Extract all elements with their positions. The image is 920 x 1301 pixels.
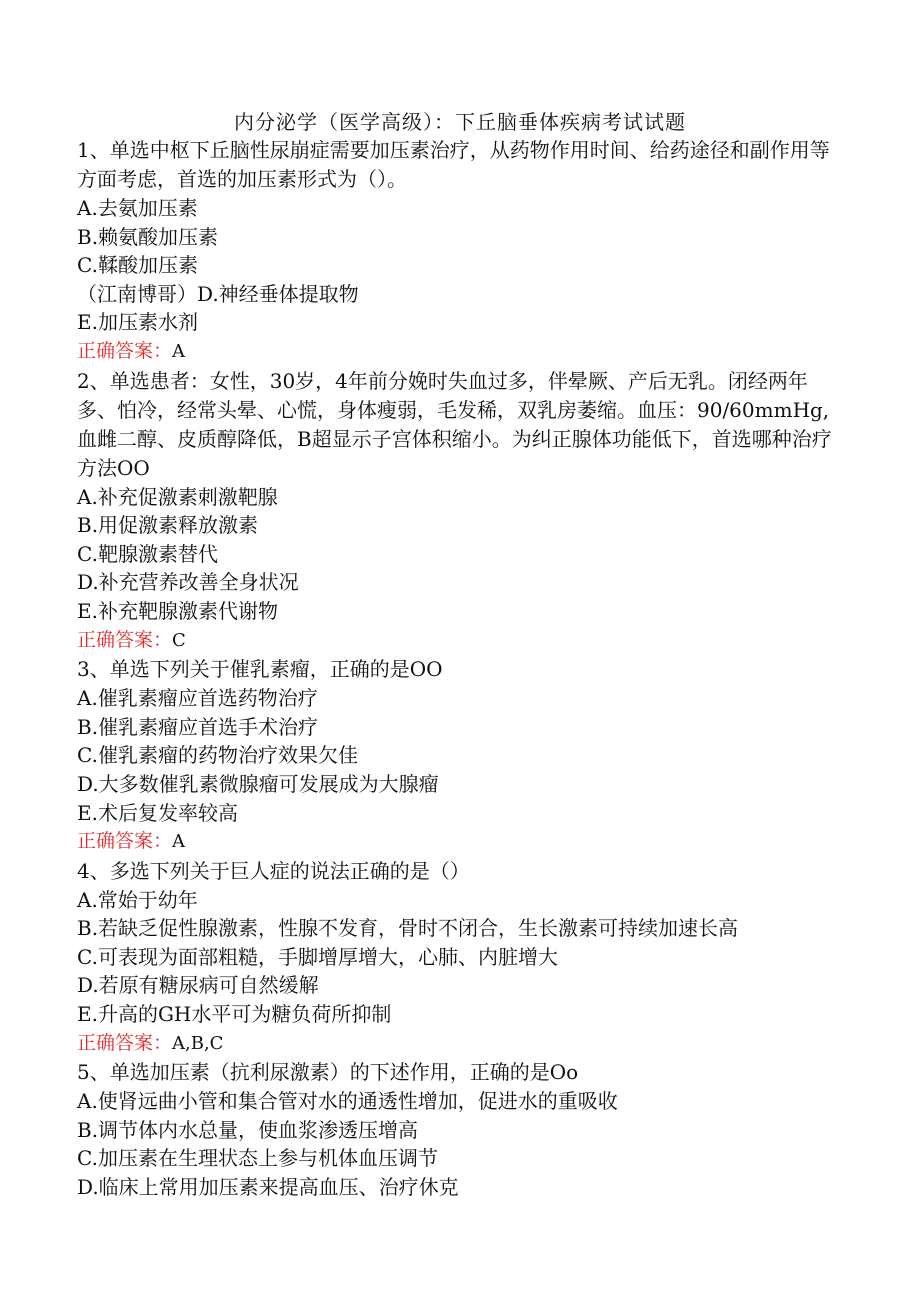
option-b: B.调节体内水总量，使血浆渗透压增高 — [77, 1117, 419, 1142]
answer-label: 正确答案： — [77, 628, 173, 651]
question-1 — [77, 136, 837, 367]
question-stem: 5、单选加压素（抗利尿激素）的下述作用，正确的是Oo — [77, 1060, 579, 1085]
option-b: B.若缺乏促性腺激素，性腺不发育，骨时不闭合，生长激素可持续加速长高 — [77, 916, 739, 941]
option-a: A.使肾远曲小管和集合管对水的通透性增加，促进水的重吸收 — [77, 1089, 618, 1114]
option-b: B.赖氨酸加压素 — [77, 224, 219, 249]
option-c: C.加压素在生理状态上参与机体血压调节 — [77, 1146, 438, 1171]
question-stem: 2、单选患者：女性，30岁，4年前分娩时失血过多，伴晕厥、产后无乳。闭经两年多、怕冷，经常头晕、心慌，身体瘦弱，毛发稀，双乳房萎缩。血压：90/60mmHg,血雌二醇、皮质醇降低，B超显示子宫体积缩小。为纠正腺体功能低下，首选哪种治疗方法OO — [77, 368, 832, 480]
option-a: A.去氨加压素 — [77, 196, 198, 220]
option-d: D.临床上常用加压素来提高血压、治疗休克 — [77, 1175, 459, 1200]
correct-answer — [77, 827, 837, 857]
option-a: A.补充促激素刺激靶腺 — [77, 484, 278, 509]
option-b: B.用促激素释放激素 — [77, 513, 259, 538]
question-stem: 1、单选中枢下丘脑性尿崩症需要加压素治疗，从药物作用时间、给药途径和副作用等方面考虑，首选的加压素形式为（）。 — [77, 138, 830, 191]
option-a: A.催乳素瘤应首选药物治疗 — [77, 686, 318, 711]
answer-value: C — [172, 629, 186, 651]
option-a: A.常始于幼年 — [77, 887, 198, 912]
option-c: C.催乳素瘤的药物治疗效果欠佳 — [77, 743, 358, 768]
answer-value: A — [172, 340, 186, 362]
option-d: D.补充营养改善全身状况 — [77, 570, 299, 595]
option-c: C.靶腺激素替代 — [77, 541, 218, 566]
answer-label: 正确答案： — [77, 1031, 173, 1054]
question-4 — [77, 857, 837, 1059]
question-stem: 4、多选下列关于巨人症的说法正确的是（） — [77, 858, 470, 883]
option-d: （江南博哥）D.神经垂体提取物 — [77, 281, 359, 306]
document-title: 内分泌学（医学高级）：下丘脑垂体疾病考试试题 — [234, 110, 686, 134]
answer-value: A,B,C — [172, 1032, 224, 1054]
question-2 — [77, 367, 837, 656]
answer-label: 正确答案： — [77, 339, 173, 362]
correct-answer — [77, 626, 837, 656]
answer-label: 正确答案： — [77, 830, 173, 853]
option-e: E.加压素水剂 — [77, 310, 198, 335]
question-stem: 3、单选下列关于催乳素瘤，正确的是OO — [77, 657, 443, 682]
option-d: D.若原有糖尿病可自然缓解 — [77, 973, 319, 998]
answer-value: A — [172, 831, 186, 853]
question-list — [77, 136, 837, 1202]
option-d: D.大多数催乳素微腺瘤可发展成为大腺瘤 — [77, 771, 439, 796]
option-c: C.可表现为面部粗糙，手脚增厚增大，心肺、内脏增大 — [77, 944, 558, 969]
correct-answer — [77, 1029, 837, 1059]
question-5 — [77, 1058, 837, 1201]
option-c: C.鞣酸加压素 — [77, 253, 198, 278]
option-e: E.术后复发率较高 — [77, 800, 238, 825]
question-3 — [77, 655, 837, 857]
option-e: E.升高的GH水平可为糖负荷所抑制 — [77, 1002, 392, 1027]
option-b: B.催乳素瘤应首选手术治疗 — [77, 714, 319, 739]
correct-answer — [77, 337, 837, 367]
option-e: E.补充靶腺激素代谢物 — [77, 598, 278, 623]
